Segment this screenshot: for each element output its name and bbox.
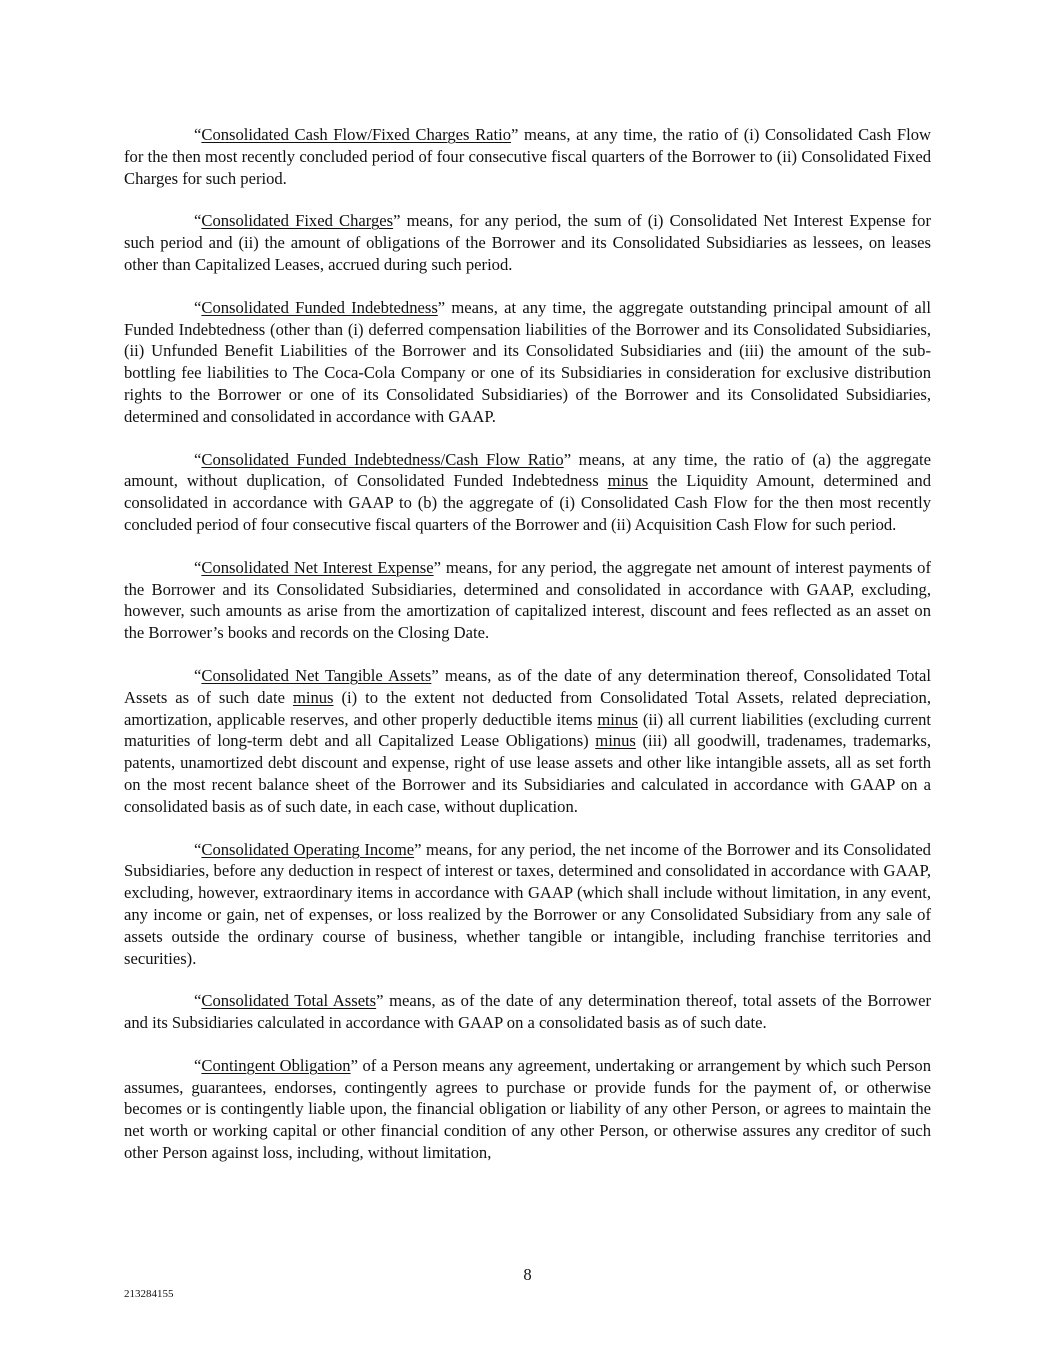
defined-term: Consolidated Fixed Charges [201, 211, 394, 231]
defined-term: Consolidated Net Tangible Assets [201, 665, 432, 685]
underlined-word: minus [292, 687, 334, 707]
defined-term: Consolidated Funded Indebtedness [201, 297, 438, 317]
definition-paragraph: “Contingent Obligation” of a Person means any agreement, undertaking or arrangement by which such Person assumes, guarantees, endorses, contingently agrees to purchase or provide funds for the payment of, or otherwise becomes or is contingently liable upon, the financial obligation or liability of any other Person, or agrees to maintain the net worth or working capital or other financial condition of any other Person, or otherwise assures any creditor of such other Person against loss, including, without limitation, [124, 1055, 931, 1163]
definition-paragraph: “Consolidated Fixed Charges” means, for any period, the sum of (i) Consolidated Net Interest Expense for such period and (ii) the amount of obligations of the Borrower and its Consolidated Subsidiaries as lessees, on leases other than Capitalized Leases, accrued during such period. [124, 211, 931, 274]
underlined-word: minus [595, 731, 636, 751]
definition-paragraph: “Consolidated Total Assets” means, as of the date of any determination thereof, total assets of the Borrower and its Subsidiaries calculated in accordance with GAAP on a consolidated basis as of such date. [124, 991, 931, 1033]
definition-paragraph: “Consolidated Net Tangible Assets” means, as of the date of any determination thereof, Consolidated Total Assets as of such date minus (i) to the extent not deducted from Consolidated Total Assets, related depreciation, amortization, applicable reserves, and other properly deductible items minus (ii) all current liabilities (excluding current maturities of long-term debt and all Capitalized Lease Obligations) minus (iii) all goodwill, tradenames, trademarks, patents, unamortized debt discount and expense, right of use lease assets and other like intangible assets, all as set forth on the most recent balance sheet of the Borrower and its Subsidiaries and calculated in accordance with GAAP on a consolidated basis as of such date, in each case, without duplication. [124, 665, 932, 816]
definition-paragraph: “Consolidated Operating Income” means, for any period, the net income of the Borrower and its Consolidated Subsidiaries, before any deduction in respect of interest or taxes, determined and consolidated in accordance with GAAP, excluding, however, extraordinary items in accordance with GAAP (which shall include without limitation, in any event, any income or gain, net of expenses, or loss realized by the Borrower or any Consolidated Subsidiary from any sale of assets outside the ordinary course of business, whether tangible or intangible, including franchise territories and securities). [124, 839, 931, 968]
defined-term: Consolidated Total Assets [201, 991, 377, 1011]
defined-term: Contingent Obligation [201, 1055, 351, 1075]
page-number: 8 [523, 1265, 532, 1284]
defined-term: Consolidated Operating Income [201, 839, 415, 859]
defined-term: Consolidated Cash Flow/Fixed Charges Ratio [201, 125, 512, 144]
underlined-word: minus [607, 471, 649, 491]
document-body [124, 124, 931, 1185]
definition-paragraph: “Consolidated Net Interest Expense” means, for any period, the aggregate net amount of interest payments of the Borrower and its Consolidated Subsidiaries, determined and consolidated in accordance with GAAP, excluding, however, such amounts as arise from the amortization of capitalized interest, discount and fees reflected as an asset on the Borrower’s books and records on the Closing Date. [124, 557, 931, 643]
definition-paragraph: “Consolidated Cash Flow/Fixed Charges Ratio” means, at any time, the ratio of (i) Consolidated Cash Flow for the then most recently concluded period of four consecutive fiscal quarters of the Borrower to (ii) Consolidated Fixed Charges for such period. [124, 125, 931, 188]
defined-term: Consolidated Funded Indebtedness/Cash Flow Ratio [201, 449, 564, 469]
defined-term: Consolidated Net Interest Expense [201, 557, 434, 577]
definition-paragraph: “Consolidated Funded Indebtedness” means, at any time, the aggregate outstanding principal amount of all Funded Indebtedness (other than (i) deferred compensation liabilities of the Borrower and its Consolidated Subsidiaries, (ii) Unfunded Benefit Liabilities of the Borrower and its Consolidated Subsidiaries and (iii) the amount of the sub-bottling fee liabilities to The Coca-Cola Company or one of its Subsidiaries in consideration for exclusive distribution rights to the Borrower or one of its Consolidated Subsidiaries) of the Borrower and its Consolidated Subsidiaries, determined and consolidated in accordance with GAAP. [124, 297, 932, 426]
definition-paragraph: “Consolidated Funded Indebtedness/Cash Flow Ratio” means, at any time, the ratio of (a) the aggregate amount, without duplication, of Consolidated Funded Indebtedness minus the Liquidity Amount, determined and consolidated in accordance with GAAP to (b) the aggregate of (i) Consolidated Cash Flow for the then most recently concluded period of four consecutive fiscal quarters of the Borrower and (ii) Acquisition Cash Flow for such period. [124, 449, 931, 534]
document-id: 213284155 [124, 1288, 174, 1300]
underlined-word: minus [597, 709, 638, 729]
